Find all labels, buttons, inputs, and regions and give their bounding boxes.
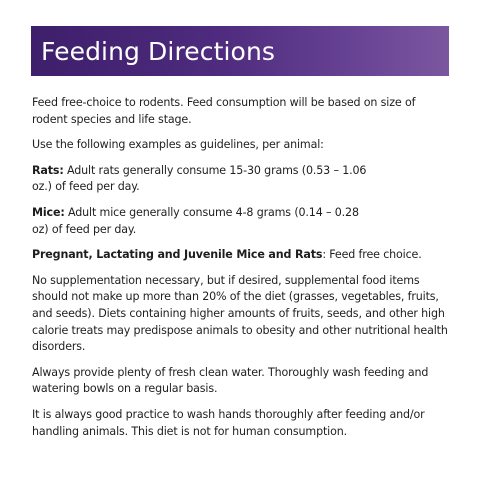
intro-paragraph: Feed free-choice to rodents. Feed consumption will be based on size of rodent species and life stage. (32, 96, 416, 126)
supplementation-paragraph: No supplementation necessary, but if desired, supplemental food items should not make up more than 20% of the diet (grasses, vegetables, fruits, and seeds). Diets containing higher amounts of fruits, seeds, and other high calorie treats may predispose animals to obesity and other nutritional health disorders. (32, 273, 448, 354)
hygiene-paragraph: It is always good practice to wash hands thoroughly after feeding and/or handling animals. This diet is not for human consumption. (32, 407, 425, 438)
water-paragraph: Always provide plenty of fresh clean water. Thoroughly wash feeding and watering bowls on a regular basis. (32, 365, 429, 396)
mice-text: Adult mice generally consume 4-8 grams (0.14 – 0.28 oz) of feed per day. (32, 205, 359, 236)
page-title: Feeding Directions (41, 36, 276, 66)
pregnant-paragraph (32, 247, 450, 264)
rats-text: Adult rats generally consume 15-30 grams (0.53 – 1.06 oz.) of feed per day. (32, 163, 367, 194)
pregnant-label: Pregnant, Lactating and Juvenile Mice and Rats (32, 248, 323, 262)
feeding-directions-body (32, 95, 450, 449)
guidelines-paragraph: Use the following examples as guidelines, per animal: (32, 138, 324, 152)
mice-label: Mice: (32, 205, 65, 219)
feeding-directions-header (31, 26, 449, 76)
rats-label: Rats: (32, 163, 64, 177)
mice-paragraph (32, 205, 377, 238)
rats-paragraph (32, 163, 377, 196)
pregnant-text: : Feed free choice. (322, 248, 422, 262)
